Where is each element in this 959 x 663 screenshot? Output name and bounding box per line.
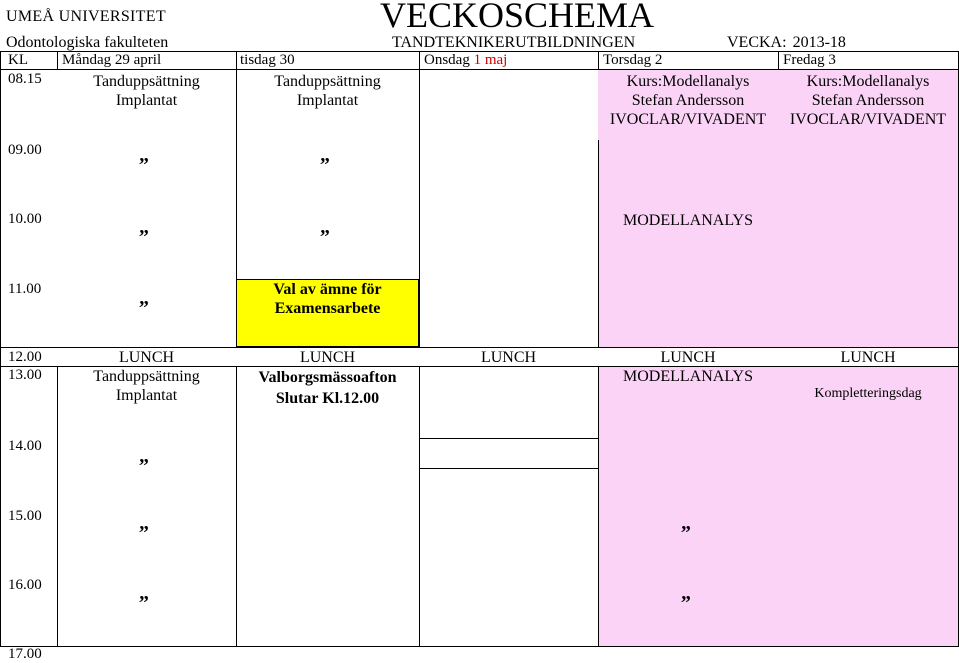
grid-line bbox=[57, 51, 58, 70]
course-teacher: Stefan Andersson bbox=[631, 92, 745, 109]
grid-line bbox=[57, 366, 58, 647]
tuesday-afternoon-note bbox=[236, 367, 419, 409]
thursday-course-block bbox=[598, 72, 778, 129]
header-tuesday: tisdag 30 bbox=[240, 52, 295, 68]
course-company: IVOCLAR/VIVADENT bbox=[609, 111, 767, 128]
monday-afternoon-activity bbox=[57, 367, 236, 405]
time-label: 16.00 bbox=[8, 577, 42, 593]
activity-line: Implantat bbox=[115, 387, 178, 404]
time-label: 09.00 bbox=[8, 142, 42, 158]
activity-line: Implantat bbox=[115, 92, 178, 109]
grid-line bbox=[0, 69, 959, 70]
header-monday: Måndag 29 april bbox=[62, 52, 162, 68]
exam-topic-text bbox=[236, 280, 419, 318]
grid-line bbox=[419, 468, 599, 469]
time-label: 12.00 bbox=[8, 349, 42, 365]
friday-completion-day: Kompletteringsdag bbox=[814, 386, 922, 401]
grid-line bbox=[778, 51, 779, 70]
grid-line bbox=[419, 366, 420, 647]
lunch-wednesday: LUNCH bbox=[480, 349, 537, 366]
ditto-mark: „ bbox=[139, 445, 149, 467]
note-line: Slutar Kl.12.00 bbox=[275, 390, 380, 407]
grid-line bbox=[236, 51, 237, 70]
university-name: UMEÅ UNIVERSITET bbox=[6, 8, 166, 25]
time-label: 15.00 bbox=[8, 508, 42, 524]
wednesday-label: Onsdag bbox=[424, 52, 474, 68]
header-wednesday bbox=[424, 52, 507, 69]
program-name: TANDTEKNIKERUTBILDNINGEN bbox=[392, 34, 636, 51]
ditto-mark: „ bbox=[320, 216, 330, 238]
ditto-mark: „ bbox=[139, 512, 149, 534]
grid-line bbox=[419, 438, 599, 439]
time-label: 17.00 bbox=[8, 646, 42, 662]
header-thursday: Torsdag 2 bbox=[603, 52, 663, 68]
time-label: 10.00 bbox=[8, 211, 42, 227]
monday-morning-activity bbox=[57, 72, 236, 110]
note-line: Valborgsmässoafton bbox=[258, 369, 397, 386]
time-label: 11.00 bbox=[8, 281, 42, 297]
grid-line bbox=[598, 51, 599, 70]
header-time: KL bbox=[8, 52, 28, 68]
course-company: IVOCLAR/VIVADENT bbox=[789, 111, 947, 128]
friday-course-block bbox=[778, 72, 958, 129]
lunch-tuesday: LUNCH bbox=[299, 349, 356, 366]
activity-line: Tanduppsättning bbox=[93, 73, 200, 90]
lunch-friday: LUNCH bbox=[840, 349, 896, 366]
lunch-thursday: LUNCH bbox=[660, 349, 716, 366]
grid-line bbox=[419, 70, 420, 347]
ditto-mark: „ bbox=[139, 582, 149, 604]
thursday-afternoon-modellanalys: MODELLANALYS bbox=[623, 368, 753, 385]
ditto-mark: „ bbox=[139, 216, 149, 238]
grid-line bbox=[598, 140, 599, 347]
ditto-mark: „ bbox=[139, 144, 149, 166]
exam-topic-line: Val av ämne för bbox=[273, 281, 382, 298]
grid-line bbox=[598, 366, 599, 647]
lunch-monday: LUNCH bbox=[118, 349, 175, 366]
time-label: 14.00 bbox=[8, 438, 42, 454]
course-teacher: Stefan Andersson bbox=[811, 92, 925, 109]
wednesday-holiday-date: 1 maj bbox=[473, 52, 508, 68]
grid-line bbox=[419, 51, 420, 70]
activity-line: Tanduppsättning bbox=[274, 73, 381, 90]
activity-line: Tanduppsättning bbox=[93, 368, 200, 385]
ditto-mark: „ bbox=[681, 512, 691, 534]
grid-line bbox=[0, 51, 1, 647]
ditto-mark: „ bbox=[320, 144, 330, 166]
course-title: Kurs:Modellanalys bbox=[806, 73, 930, 90]
thursday-column-bg-afternoon bbox=[598, 366, 959, 646]
tuesday-morning-activity bbox=[236, 72, 419, 110]
week-info bbox=[727, 34, 846, 52]
course-title: Kurs:Modellanalys bbox=[626, 73, 750, 90]
ditto-mark: „ bbox=[681, 582, 691, 604]
grid-line bbox=[0, 646, 959, 647]
time-label: 08.15 bbox=[8, 71, 42, 87]
ditto-mark: „ bbox=[139, 287, 149, 309]
week-value: 2013-18 bbox=[792, 34, 846, 51]
exam-topic-line: Examensarbete bbox=[274, 300, 381, 317]
header-friday: Fredag 3 bbox=[783, 52, 836, 68]
faculty-name: Odontologiska fakulteten bbox=[6, 34, 169, 51]
activity-line: Implantat bbox=[296, 92, 359, 109]
week-label: VECKA: bbox=[727, 34, 787, 51]
time-label: 13.00 bbox=[8, 367, 42, 383]
page-title: VECKOSCHEMA bbox=[380, 0, 655, 35]
thursday-modellanalys: MODELLANALYS bbox=[623, 212, 753, 229]
